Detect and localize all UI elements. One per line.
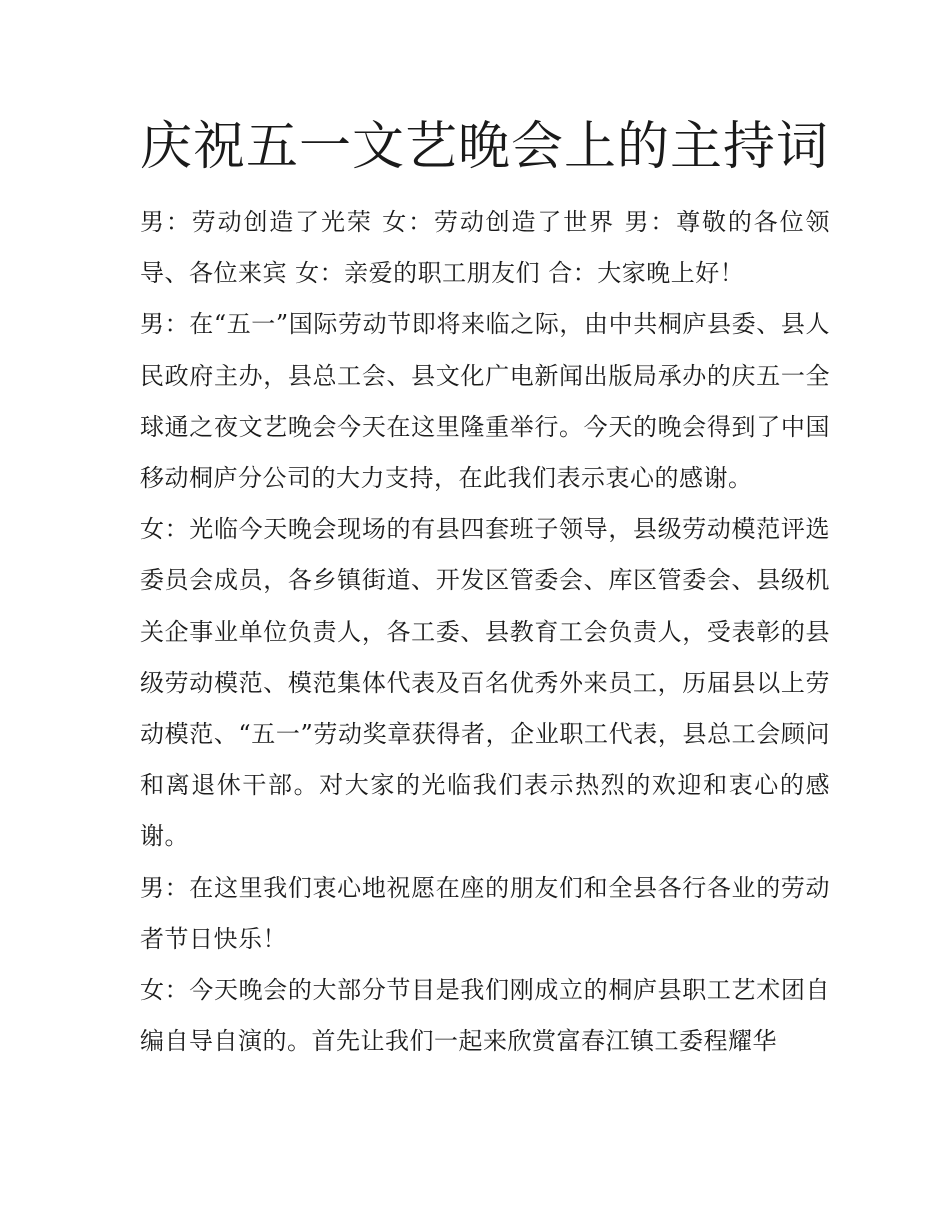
- paragraph-guests: 女：光临今天晚会现场的有县四套班子领导，县级劳动模范评选委员会成员，各乡镇街道、开发区管委会、库区管委会、县级机关企事业单位负责人，各工委、县教育工会负责人，受表彰的县级劳动模范、模范集体代表及百名优秀外来员工，历届县以上劳动模范、“五一”劳动奖章获得者，企业职工代表，县总工会顾问和离退休干部。对大家的光临我们表示热烈的欢迎和衷心的感谢。: [140, 515, 830, 851]
- paragraph-opening: 男：在“五一”国际劳动节即将来临之际，由中共桐庐县委、县人民政府主办，县总工会、县文化广电新闻出版局承办的庆五一全球通之夜文艺晚会今天在这里隆重举行。今天的晚会得到了中国移动桐庐分公司的大力支持，在此我们表示衷心的感谢。: [140, 310, 830, 493]
- paragraph-program: 女：今天晚会的大部分节目是我们刚成立的桐庐县职工艺术团自编自导自演的。首先让我们一起来欣赏富春江镇工委程耀华: [140, 976, 830, 1056]
- document-title: 庆祝五一文艺晚会上的主持词: [140, 117, 830, 177]
- paragraph-greeting: 男：劳动创造了光荣 女：劳动创造了世界 男：尊敬的各位领导、各位来宾 女：亲爱的职工朋友们 合：大家晚上好！: [140, 208, 830, 288]
- paragraph-wishes: 男：在这里我们衷心地祝愿在座的朋友们和全县各行各业的劳动者节日快乐！: [140, 873, 830, 953]
- document-body: [140, 197, 830, 1067]
